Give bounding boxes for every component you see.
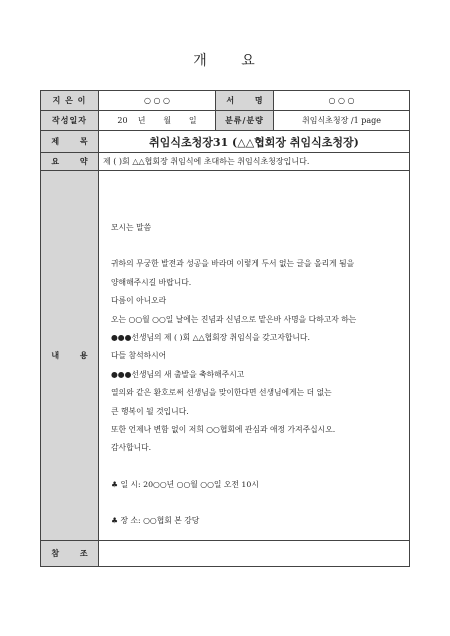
date-row [41, 111, 410, 131]
date-value [99, 111, 216, 131]
body-line: 큰 행복이 될 것입니다. [111, 406, 189, 416]
author-value: ○ ○ ○ [99, 91, 216, 111]
author-label: 지 은 이 [41, 91, 99, 111]
summary-row [41, 153, 410, 171]
summary-label: 요 약 [41, 153, 99, 171]
date-month-unit: 월 [163, 116, 172, 125]
event-date-line: ♣ 일 시: 20○○년 ○○월 ○○일 오전 10시 [111, 479, 259, 489]
body-line: ●●●선생님의 새 출발을 축하해주시고 [111, 369, 245, 379]
body-line: 양해해주시길 바랍니다. [111, 277, 192, 287]
date-year: 20 [117, 116, 128, 125]
subject-value: 취임식초청장31 (△△협회장 취임식초청장) [99, 131, 410, 153]
reference-label: 참 조 [41, 541, 99, 567]
reference-row [41, 541, 410, 567]
event-place-line: ♣ 장 소: ○○협회 본 강당 [111, 516, 200, 526]
content-body [99, 171, 410, 541]
body-line: 귀하의 무궁한 발전과 성공을 바라며 이렇게 두서 없는 글을 올리게 됨을 [111, 259, 355, 269]
subject-row [41, 131, 410, 153]
content-label: 내 용 [41, 171, 99, 541]
body-line: ●●●선생님의 제 ( )회 △△협회장 취임식을 갖고자합니다. [111, 333, 310, 343]
date-label: 작성일자 [41, 111, 99, 131]
body-line: 다름이 아니오라 [111, 296, 167, 306]
date-year-unit: 년 [137, 116, 146, 125]
body-line: 다들 참석하시어 [111, 351, 167, 361]
page-title: 개 요 [193, 53, 257, 69]
signature-label: 서 명 [216, 91, 274, 111]
body-line: 감사합니다. [111, 443, 152, 453]
content-row [41, 171, 410, 541]
summary-value: 제 ( )회 △△협회장 취임식에 초대하는 취임식초청장입니다. [99, 153, 410, 171]
document-table [40, 90, 410, 567]
date-day-unit: 일 [188, 116, 197, 125]
category-label: 분류/분량 [216, 111, 274, 131]
greeting-line: 모시는 말씀 [111, 223, 152, 232]
signature-value: ○ ○ ○ [274, 91, 410, 111]
body-line: 열의와 같은 환호로써 선생님을 맞이한다면 선생님에게는 더 없는 [111, 388, 332, 398]
subject-label: 제 목 [41, 131, 99, 153]
body-line: 또한 언제나 변함 없이 저희 ○○협회에 관심과 애정 가져주십시오. [111, 425, 336, 435]
author-row [41, 91, 410, 111]
body-line: 오는 ○○월 ○○일 날에는 진념과 신념으로 맡은바 사명을 다하고자 하는 [111, 314, 357, 324]
category-value: 취임식초청장 /1 page [274, 111, 410, 131]
reference-value [99, 541, 410, 567]
